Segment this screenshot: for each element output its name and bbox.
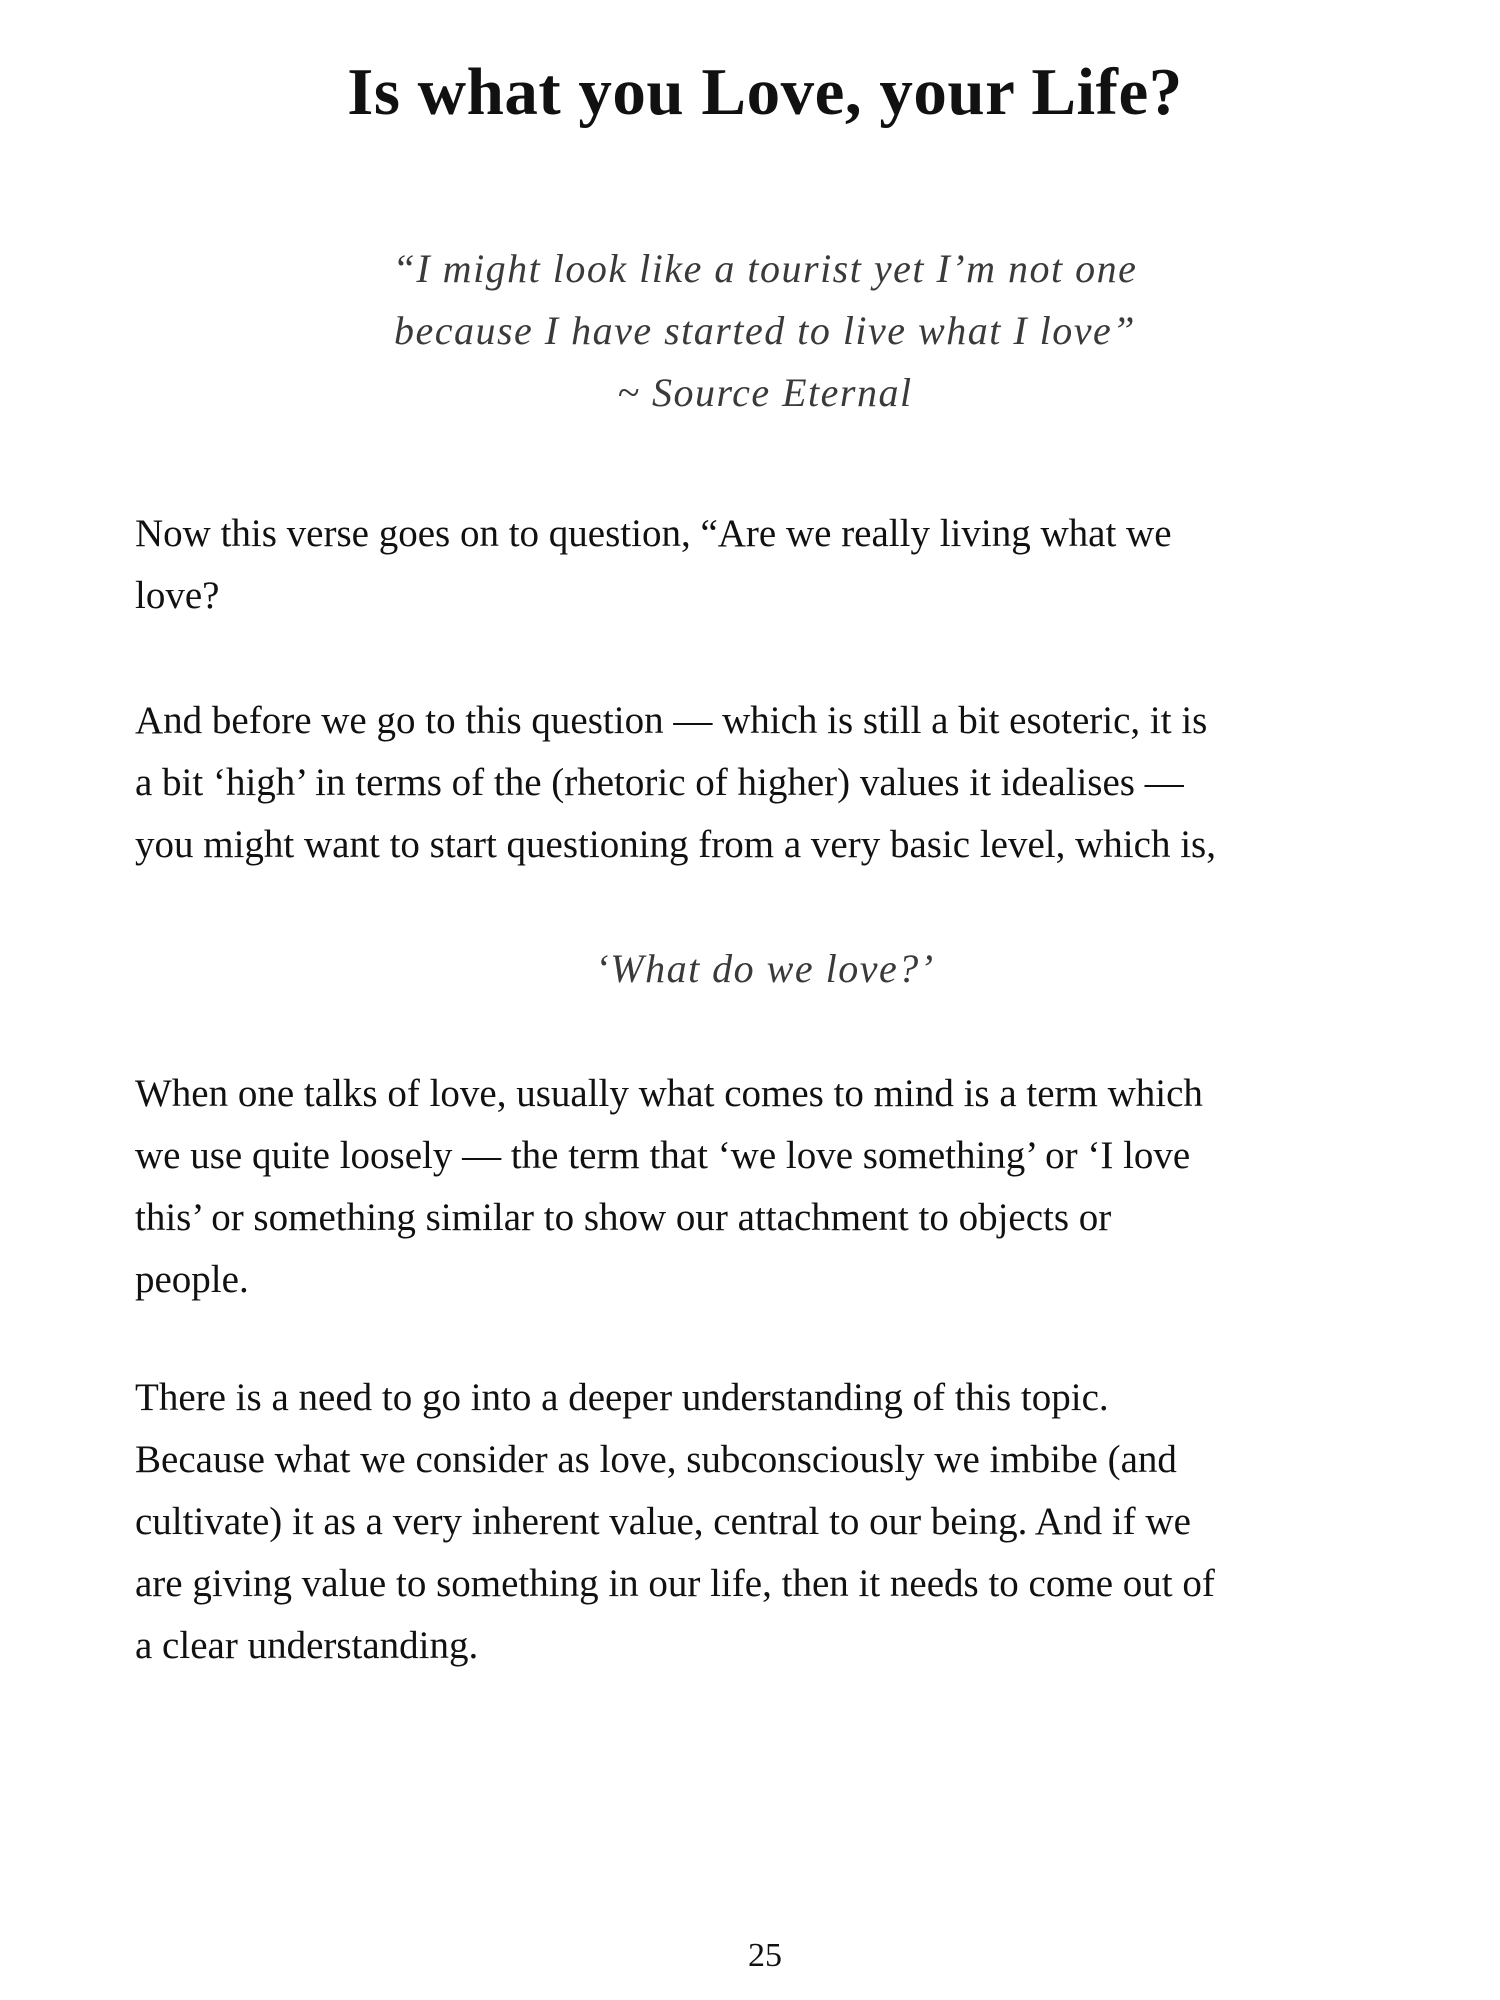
paragraph-line: this’ or something similar to show our attachment to objects or <box>135 1196 1112 1239</box>
paragraph-line: are giving value to something in our life, then it needs to come out of <box>135 1562 1215 1605</box>
centered-quote: ‘What do we love?’ <box>595 946 935 991</box>
paragraph-line: Because what we consider as love, subconsciously we imbibe (and <box>135 1438 1177 1481</box>
paragraph-line: Now this verse goes on to question, “Are we really living what we <box>135 512 1172 555</box>
paragraph-line: There is a need to go into a deeper understanding of this topic. <box>135 1376 1109 1419</box>
paragraph-line: When one talks of love, usually what comes to mind is a term which <box>135 1072 1203 1115</box>
paragraph <box>135 1063 1425 1311</box>
paragraph-line: cultivate) it as a very inherent value, central to our being. And if we <box>135 1500 1191 1543</box>
paragraph <box>135 690 1425 876</box>
epigraph-attribution: ~ Source Eternal <box>617 370 913 415</box>
paragraph <box>135 1367 1425 1677</box>
paragraph <box>135 503 1425 627</box>
epigraph <box>0 238 1500 424</box>
paragraph-line: And before we go to this question — which is still a bit esoteric, it is <box>135 699 1208 742</box>
epigraph-line: “I might look like a tourist yet I’m not one <box>392 246 1138 291</box>
paragraph-line: a clear understanding. <box>135 1624 479 1667</box>
paragraph-line: you might want to start questioning from a very basic level, which is, <box>135 823 1216 866</box>
paragraph-line: we use quite loosely — the term that ‘we love something’ or ‘I love <box>135 1134 1191 1177</box>
paragraph-line: a bit ‘high’ in terms of the (rhetoric of higher) values it idealises — <box>135 761 1184 804</box>
paragraph-line: people. <box>135 1258 249 1301</box>
page-title: Is what you Love, your Life? <box>347 55 1183 129</box>
page-number: 25 <box>748 1937 782 1974</box>
paragraph-line: love? <box>135 574 220 617</box>
epigraph-line: because I have started to live what I love” <box>393 308 1137 353</box>
